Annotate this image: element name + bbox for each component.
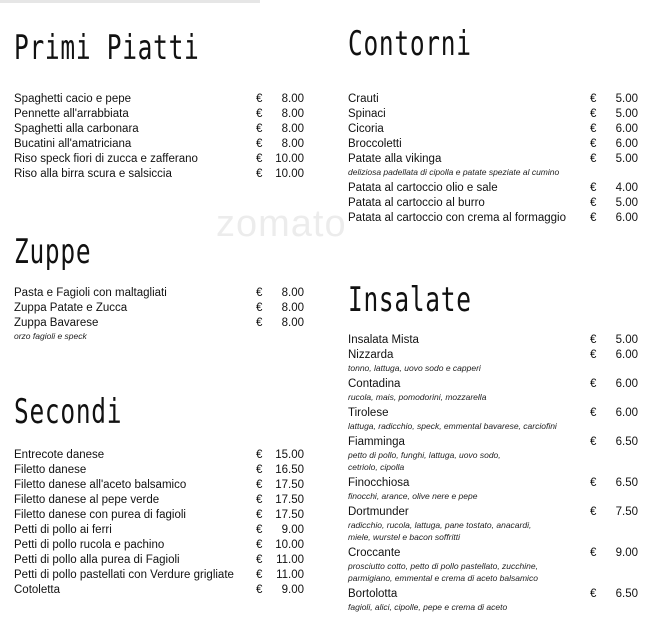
item-name: Petti di pollo alla purea di Fagioli	[14, 554, 180, 566]
item-name: Patata al cartoccio con crema al formaggio	[348, 212, 566, 224]
watermark: zomato	[216, 203, 347, 245]
currency-symbol: €	[256, 449, 263, 461]
price-value: 8.00	[281, 317, 304, 329]
item-description: lattuga, radicchio, speck, emmental bavarese, carciofini	[348, 421, 557, 431]
item-price	[256, 316, 304, 331]
menu-item	[348, 348, 638, 374]
menu-item	[14, 523, 304, 538]
price-value: 4.00	[615, 182, 638, 194]
item-name: Patata al cartoccio olio e sale	[348, 182, 498, 194]
item-name: Filetto danese con purea di fagioli	[14, 509, 186, 521]
currency-symbol: €	[256, 479, 263, 491]
menu-item	[14, 137, 304, 152]
item-price	[590, 377, 638, 392]
currency-symbol: €	[256, 464, 263, 476]
item-description: prosciutto cotto, petto di pollo pastellato, zucchine,	[348, 561, 538, 571]
item-price	[256, 122, 304, 137]
item-description: fagioli, alici, cipolle, pepe e crema di aceto	[348, 602, 508, 612]
item-name: Cotoletta	[14, 584, 61, 596]
menu-item	[348, 92, 638, 107]
price-value: 5.00	[615, 108, 638, 120]
price-value: 17.50	[275, 479, 304, 491]
item-price	[256, 137, 304, 152]
menu-item	[14, 107, 304, 122]
price-value: 10.00	[275, 539, 304, 551]
item-price	[590, 211, 638, 226]
item-description: orzo fagioli e speck	[14, 331, 87, 341]
item-price	[590, 196, 638, 211]
currency-symbol: €	[590, 547, 597, 559]
item-name: Petti di pollo rucola e pachino	[14, 539, 165, 551]
menu-item	[348, 546, 638, 584]
section-zuppe	[14, 232, 304, 272]
item-price	[256, 107, 304, 122]
item-name: Petti di pollo pastellati con Verdure grigliate	[14, 569, 234, 581]
menu-item	[348, 377, 638, 403]
item-price	[256, 523, 304, 538]
section-primi-piatti	[14, 28, 304, 68]
item-name: Pennette all'arrabbiata	[14, 108, 129, 120]
item-name: Insalata Mista	[348, 334, 419, 346]
currency-symbol: €	[256, 123, 263, 135]
currency-symbol: €	[256, 569, 263, 581]
currency-symbol: €	[590, 182, 597, 194]
price-value: 7.50	[615, 506, 638, 518]
currency-symbol: €	[256, 539, 263, 551]
menu-item	[14, 301, 304, 316]
item-description: tonno, lattuga, uovo sodo e capperi	[348, 363, 481, 373]
currency-symbol: €	[590, 212, 597, 224]
menu-item	[348, 196, 638, 211]
item-price	[256, 493, 304, 508]
menu-item	[348, 435, 638, 473]
currency-symbol: €	[256, 302, 263, 314]
price-value: 6.50	[615, 436, 638, 448]
menu-item	[348, 107, 638, 122]
currency-symbol: €	[590, 123, 597, 135]
item-name: Tirolese	[348, 407, 389, 419]
item-price	[590, 181, 638, 196]
item-name: Filetto danese al pepe verde	[14, 494, 160, 506]
currency-symbol: €	[590, 138, 597, 150]
item-description: finocchi, arance, olive nere e pepe	[348, 491, 478, 501]
menu-item	[348, 152, 638, 178]
item-price	[256, 463, 304, 478]
menu-item	[14, 553, 304, 568]
currency-symbol: €	[590, 93, 597, 105]
menu-item	[14, 493, 304, 508]
section-title: Insalate	[348, 280, 472, 320]
currency-symbol: €	[256, 287, 263, 299]
item-name: Dortmunder	[348, 506, 409, 518]
price-value: 5.00	[615, 197, 638, 209]
menu-item	[348, 333, 638, 348]
item-price	[590, 348, 638, 363]
currency-symbol: €	[590, 378, 597, 390]
price-value: 6.50	[615, 477, 638, 489]
price-value: 11.00	[276, 554, 304, 566]
price-value: 5.00	[615, 153, 638, 165]
price-value: 6.00	[615, 138, 638, 150]
section-insalate	[348, 280, 638, 320]
menu-item	[14, 167, 304, 182]
menu-item	[348, 181, 638, 196]
currency-symbol: €	[590, 407, 597, 419]
item-name: Riso speck fiori di zucca e zafferano	[14, 153, 198, 165]
currency-symbol: €	[256, 494, 263, 506]
currency-symbol: €	[256, 93, 263, 105]
price-value: 8.00	[281, 123, 304, 135]
price-value: 11.00	[276, 569, 304, 581]
price-value: 8.00	[281, 108, 304, 120]
item-name: Contadina	[348, 378, 401, 390]
item-description: petto di pollo, funghi, lattuga, uovo sodo,	[348, 450, 501, 460]
currency-symbol: €	[590, 334, 597, 346]
item-price	[590, 92, 638, 107]
price-value: 8.00	[281, 138, 304, 150]
currency-symbol: €	[256, 554, 263, 566]
menu-item	[14, 92, 304, 107]
item-name: Filetto danese	[14, 464, 87, 476]
item-price	[590, 122, 638, 137]
price-value: 9.00	[281, 584, 304, 596]
item-price	[256, 583, 304, 598]
currency-symbol: €	[256, 168, 263, 180]
section-secondi	[14, 392, 304, 432]
insalate-list	[348, 333, 638, 616]
item-name: Patata al cartoccio al burro	[348, 197, 485, 209]
price-value: 8.00	[281, 302, 304, 314]
price-value: 6.00	[615, 123, 638, 135]
section-title: Zuppe	[14, 232, 92, 272]
item-price	[256, 152, 304, 167]
item-description: cetriolo, cipolla	[348, 462, 405, 472]
currency-symbol: €	[256, 108, 263, 120]
item-description: radicchio, rucola, lattuga, pane tostato, anacardi,	[348, 520, 532, 530]
item-price	[256, 508, 304, 523]
menu-item	[348, 587, 638, 613]
price-value: 8.00	[281, 287, 304, 299]
item-price	[590, 435, 638, 450]
price-value: 6.00	[615, 407, 638, 419]
item-price	[590, 107, 638, 122]
menu-item	[348, 406, 638, 432]
item-price	[590, 476, 638, 491]
item-description: parmigiano, emmental e crema di aceto balsamico	[348, 573, 538, 583]
menu-item	[14, 448, 304, 463]
currency-symbol: €	[590, 349, 597, 361]
item-description: deliziosa padellata di cipolla e patate speziate al cumino	[348, 167, 560, 177]
currency-symbol: €	[256, 138, 263, 150]
price-value: 10.00	[275, 153, 304, 165]
item-price	[590, 333, 638, 348]
menu-item	[14, 463, 304, 478]
contorni-list	[348, 92, 638, 226]
menu-item	[348, 476, 638, 502]
currency-symbol: €	[256, 524, 263, 536]
menu-item	[14, 508, 304, 523]
item-price	[256, 568, 304, 583]
menu-item	[14, 316, 304, 342]
item-price	[590, 546, 638, 561]
currency-symbol: €	[590, 153, 597, 165]
item-name: Zuppa Bavarese	[14, 317, 99, 329]
price-value: 8.00	[281, 93, 304, 105]
currency-symbol: €	[256, 153, 263, 165]
price-value: 9.00	[615, 547, 638, 559]
zuppe-list	[14, 286, 304, 345]
item-price	[256, 286, 304, 301]
price-value: 5.00	[615, 334, 638, 346]
section-title: Primi Piatti	[14, 28, 200, 68]
item-name: Broccoletti	[348, 138, 402, 150]
item-name: Bortolotta	[348, 588, 398, 600]
item-name: Crauti	[348, 93, 379, 105]
price-value: 10.00	[275, 168, 304, 180]
item-price	[256, 167, 304, 182]
menu-item	[14, 568, 304, 583]
price-value: 6.00	[615, 378, 638, 390]
item-name: Finocchiosa	[348, 477, 410, 489]
item-name: Filetto danese all'aceto balsamico	[14, 479, 187, 491]
currency-symbol: €	[590, 108, 597, 120]
menu-item	[14, 538, 304, 553]
currency-symbol: €	[590, 588, 597, 600]
item-name: Bucatini all'amatriciana	[14, 138, 132, 150]
currency-symbol: €	[256, 584, 263, 596]
currency-symbol: €	[256, 509, 263, 521]
menu-item	[14, 478, 304, 493]
item-price	[256, 301, 304, 316]
currency-symbol: €	[590, 506, 597, 518]
menu-item	[14, 286, 304, 301]
item-name: Spaghetti alla carbonara	[14, 123, 139, 135]
price-value: 9.00	[281, 524, 304, 536]
menu-item	[14, 583, 304, 598]
top-divider	[0, 0, 260, 3]
item-price	[256, 448, 304, 463]
item-price	[590, 505, 638, 520]
price-value: 15.00	[275, 449, 304, 461]
price-value: 6.50	[615, 588, 638, 600]
item-price	[590, 406, 638, 421]
item-name: Entrecote danese	[14, 449, 105, 461]
section-contorni	[348, 24, 638, 64]
item-price	[256, 538, 304, 553]
price-value: 17.50	[275, 509, 304, 521]
currency-symbol: €	[590, 436, 597, 448]
price-value: 17.50	[275, 494, 304, 506]
price-value: 5.00	[615, 93, 638, 105]
item-price	[590, 137, 638, 152]
menu-item	[14, 152, 304, 167]
item-name: Spinaci	[348, 108, 386, 120]
menu-item	[348, 211, 638, 226]
price-value: 16.50	[275, 464, 304, 476]
item-name: Spaghetti cacio e pepe	[14, 93, 132, 105]
primi-list	[14, 92, 304, 182]
item-description: miele, wurstel e bacon soffritti	[348, 532, 460, 542]
menu-item	[348, 137, 638, 152]
item-description: rucola, mais, pomodorini, mozzarella	[348, 392, 487, 402]
price-value: 6.00	[615, 212, 638, 224]
section-title: Contorni	[348, 24, 472, 64]
item-name: Croccante	[348, 547, 401, 559]
currency-symbol: €	[590, 197, 597, 209]
item-name: Zuppa Patate e Zucca	[14, 302, 128, 314]
menu-item	[14, 122, 304, 137]
menu-item	[348, 122, 638, 137]
item-name: Petti di pollo ai ferri	[14, 524, 112, 536]
item-name: Patate alla vikinga	[348, 153, 442, 165]
item-price	[590, 152, 638, 167]
item-name: Pasta e Fagioli con maltagliati	[14, 287, 167, 299]
item-name: Cicoria	[348, 123, 384, 135]
section-title: Secondi	[14, 392, 123, 432]
currency-symbol: €	[256, 317, 263, 329]
menu-item	[348, 505, 638, 543]
currency-symbol: €	[590, 477, 597, 489]
item-price	[590, 587, 638, 602]
item-name: Fiamminga	[348, 436, 405, 448]
item-price	[256, 92, 304, 107]
secondi-list	[14, 448, 304, 598]
item-price	[256, 478, 304, 493]
item-name: Riso alla birra scura e salsiccia	[14, 168, 172, 180]
item-name: Nizzarda	[348, 349, 394, 361]
price-value: 6.00	[615, 349, 638, 361]
item-price	[256, 553, 304, 568]
